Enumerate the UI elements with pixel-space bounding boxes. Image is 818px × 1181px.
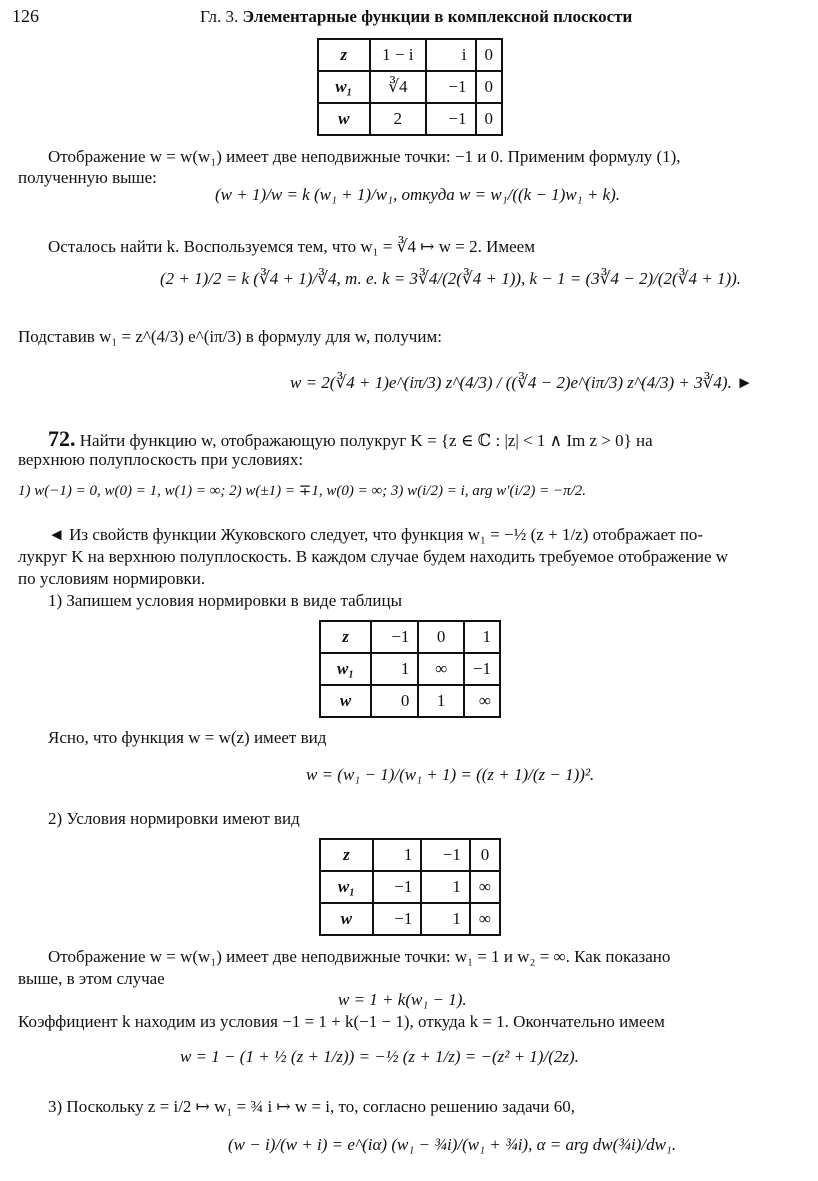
case-heading: 1) Запишем условия нормировки в виде таблицы: [48, 591, 402, 610]
formula-6: w = 1 − (1 + ½ (z + 1/z)) = −½ (z + 1/z) = −(z² + 1)/(2z).: [180, 1047, 579, 1066]
table-cell: 0: [476, 39, 503, 71]
table-cell: 2: [370, 103, 426, 135]
table-cell: −1: [373, 871, 421, 903]
problem-number: 72.: [48, 426, 76, 451]
table-cell: 0: [418, 621, 463, 653]
table-cell: w₁: [320, 871, 373, 903]
table-cell: 1: [421, 903, 469, 935]
table-row: [320, 653, 500, 685]
table-cell: 0: [470, 839, 500, 871]
formula-7: (w − i)/(w + i) = e^(iα) (w₁ − ¾i)/(w₁ + ¾i), α = arg dw(¾i)/dw₁.: [228, 1135, 677, 1154]
formula-5: w = 1 + k(w₁ − 1).: [338, 990, 467, 1009]
paragraph-line: Отображение w = w(w₁) имеет две неподвижные точки: −1 и 0. Применим формулу (1),: [48, 147, 681, 166]
table-cell: −1: [421, 839, 469, 871]
paragraph-line: Коэффициент k находим из условия −1 = 1 + k(−1 − 1), откуда k = 1. Окончательно имеем: [18, 1012, 665, 1031]
table-row: [318, 71, 502, 103]
chapter-title: Элементарные функции в комплексной плоскости: [242, 7, 633, 26]
table-row: [318, 39, 502, 71]
table-cell: −1: [371, 621, 418, 653]
table-cell: ∞: [464, 685, 500, 717]
table-cell: w: [318, 103, 370, 135]
table-cell: −1: [464, 653, 500, 685]
table-cell: 1: [373, 839, 421, 871]
table-row: [318, 103, 502, 135]
paragraph-line: по условиям нормировки.: [18, 569, 206, 588]
table-cell: w₁: [318, 71, 370, 103]
table-cell: 0: [371, 685, 418, 717]
table-cell: 1 − i: [370, 39, 426, 71]
formula-4: w = (w₁ − 1)/(w₁ + 1) = ((z + 1)/(z − 1))².: [306, 765, 595, 784]
chapter-label: Гл. 3.: [200, 7, 239, 26]
table-cell: 0: [476, 71, 503, 103]
running-header: [200, 6, 632, 27]
table-row: [320, 839, 500, 871]
table-cell: z: [318, 39, 370, 71]
paragraph-line: Отображение w = w(w₁) имеет две неподвижные точки: w₁ = 1 и w₂ = ∞. Как показано: [48, 947, 671, 966]
paragraph-line: Ясно, что функция w = w(z) имеет вид: [48, 728, 327, 747]
problem-statement: [48, 428, 653, 451]
formula-2: (2 + 1)/2 = k (∛4 + 1)/∛4, т. е. k = 3∛4/(2(∛4 + 1)), k − 1 = (3∛4 − 2)/(2(∛4 + 1)).: [160, 269, 742, 288]
table-cell: ∞: [418, 653, 463, 685]
problem-text: Найти функцию w, отображающую полукруг K = {z ∈ ℂ : |z| < 1 ∧ Im z > 0} на: [79, 431, 653, 450]
table-cell: w₁: [320, 653, 371, 685]
table-row: [320, 685, 500, 717]
page-number: 126: [12, 6, 39, 26]
conditions-list: 1) w(−1) = 0, w(0) = 1, w(1) = ∞; 2) w(±1) = ∓1, w(0) = ∞; 3) w(i/2) = i, arg w′(i/2) = −π/2.: [18, 483, 587, 499]
table-cell: i: [426, 39, 476, 71]
formula-3: w = 2(∛4 + 1)e^(iπ/3) z^(4/3) / ((∛4 − 2)e^(iπ/3) z^(4/3) + 3∛4). ►: [290, 373, 753, 392]
mapping-table-3: [319, 838, 501, 936]
paragraph-line: выше, в этом случае: [18, 969, 165, 988]
case-heading: 3) Поскольку z = i/2 ↦ w₁ = ¾ i ↦ w = i, то, согласно решению задачи 60,: [48, 1097, 576, 1116]
paragraph-line: Подставив w₁ = z^(4/3) e^(iπ/3) в формулу для w, получим:: [18, 327, 442, 346]
table-cell: ∞: [470, 903, 500, 935]
table-cell: 1: [464, 621, 500, 653]
table-cell: 0: [476, 103, 503, 135]
table-cell: 1: [418, 685, 463, 717]
paragraph-line: Осталось найти k. Воспользуемся тем, что w₁ = ∛4 ↦ w = 2. Имеем: [48, 237, 535, 256]
table-row: [320, 871, 500, 903]
paragraph-line: лукруг K на верхнюю полуплоскость. В каждом случае будем находить требуемое отображение w: [18, 547, 729, 566]
table-cell: −1: [373, 903, 421, 935]
paragraph-line: полученную выше:: [18, 168, 157, 187]
formula-1: (w + 1)/w = k (w₁ + 1)/w₁, откуда w = w₁/((k − 1)w₁ + k).: [215, 185, 621, 204]
paragraph-line: верхнюю полуплоскость при условиях:: [18, 450, 304, 469]
table-cell: w: [320, 685, 371, 717]
table-cell: ∞: [470, 871, 500, 903]
paragraph-line: ◄ Из свойств функции Жуковского следует, что функция w₁ = −½ (z + 1/z) отображает по-: [48, 525, 704, 544]
table-cell: z: [320, 839, 373, 871]
table-cell: z: [320, 621, 371, 653]
table-cell: 1: [421, 871, 469, 903]
case-heading: 2) Условия нормировки имеют вид: [48, 809, 300, 828]
table-row: [320, 903, 500, 935]
mapping-table-2: [319, 620, 501, 718]
table-cell: ∛4: [370, 71, 426, 103]
table-row: [320, 621, 500, 653]
table-cell: −1: [426, 103, 476, 135]
table-cell: −1: [426, 71, 476, 103]
mapping-table-1: [317, 38, 503, 136]
table-cell: 1: [371, 653, 418, 685]
table-cell: w: [320, 903, 373, 935]
